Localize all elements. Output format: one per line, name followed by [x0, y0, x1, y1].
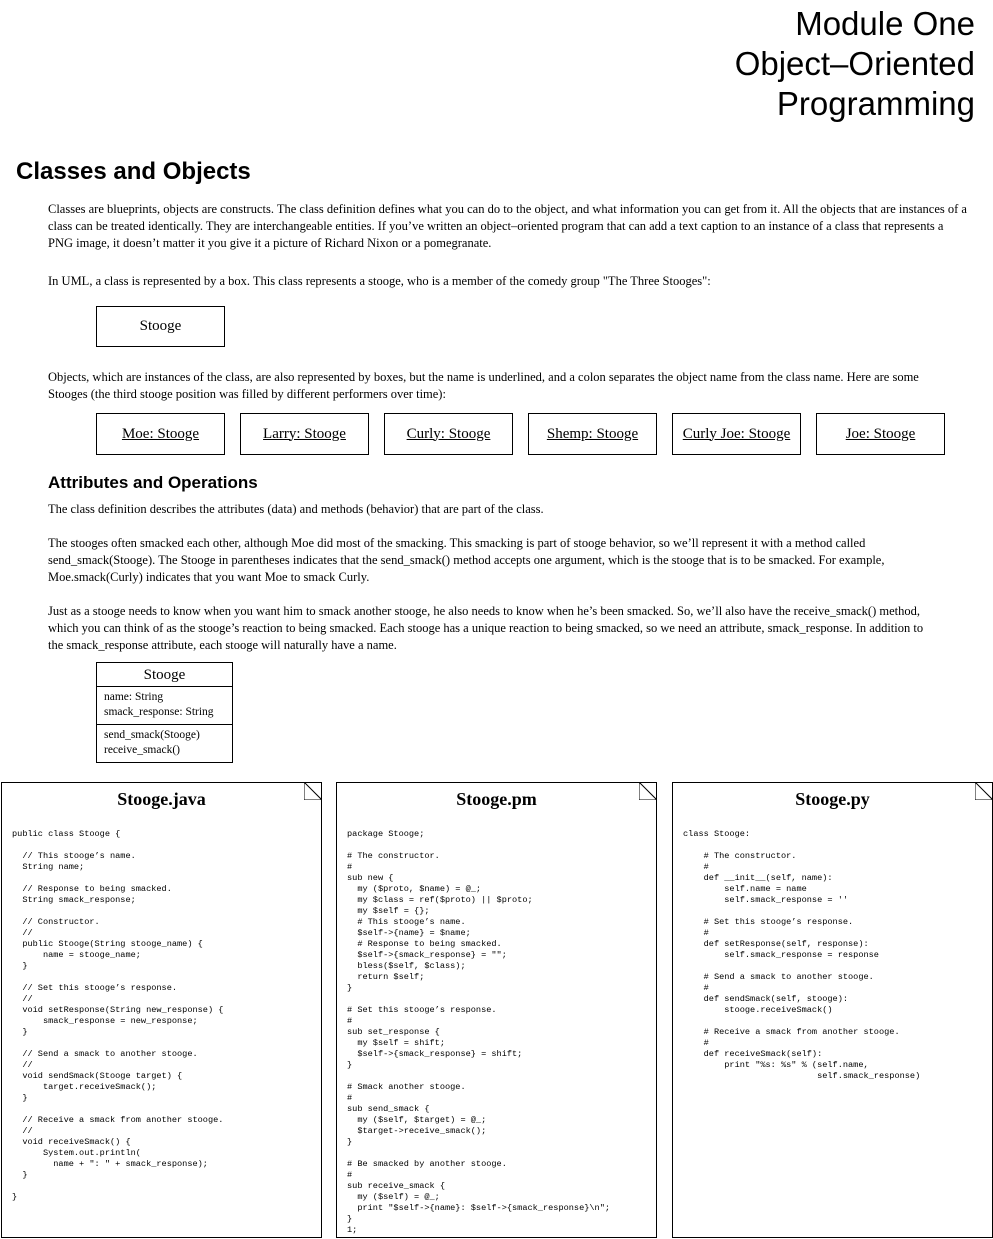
file-title: Stooge.pm [456, 789, 537, 809]
file-title: Stooge.py [795, 789, 870, 809]
code-file-java [1, 782, 322, 1238]
code-file-python [672, 782, 993, 1238]
object-label: Curly: Stooge [406, 425, 491, 442]
uml-class-box [96, 306, 225, 347]
object-label: Larry: Stooge [263, 425, 346, 442]
objects-paragraph: Objects, which are instances of the class, are also represented by boxes, but the name is underlined, and a colon separates the object name from the class name. Here are some Stooges (the third stooge position was filled by different performers over time): [48, 370, 919, 401]
section-heading-classes-objects: Classes and Objects [16, 158, 251, 185]
object-label: Joe: Stooge [845, 425, 916, 442]
object-box-larry [240, 413, 369, 455]
module-title: Module One Object–Oriented Programming [734, 5, 975, 122]
object-label: Moe: Stooge [121, 425, 200, 442]
receive-smack-paragraph: Just as a stooge needs to know when you want him to smack another stooge, he also needs to know when he’s been smacked. So, we’ll also have the receive_smack() method, which you can think of as the stooge’s reaction to being smacked. Each stooge has a unique reaction to being smacked, so we need an attribute, smack_response. In addition to the smack_response attribute, each stooge will naturally have a name. [48, 604, 924, 652]
class-name: Stooge [97, 663, 232, 687]
intro-paragraph: Classes are blueprints, objects are constructs. The class definition defines what you can do to the object, and what information you can get from it. All the objects that are instances of a class can be treated identically. They are interchangeable entities. If you’ve written an object–oriented program that can add a text caption to an instance of a class that represents a PNG image, it doesn’t matter it you give it a picture of Richard Nixon or a pomegranate. [48, 202, 967, 250]
section-heading-attributes-operations: Attributes and Operations [48, 473, 258, 492]
object-box-joe [816, 413, 945, 455]
uml-class-paragraph: In UML, a class is represented by a box. This class represents a stooge, who is a member of the comedy group "The Three Stooges": [48, 274, 711, 288]
smack-paragraph: The stooges often smacked each other, although Moe did most of the smacking. This smacking is part of stooge behavior, so we’ll represent it with a method called send_smack(Stooge). The Stooge in parentheses indicates that the send_smack() method accepts one argument, which is the stooge that is to be smacked. For example, Moe.smack(Curly) indicates that you want Moe to smack Curly. [48, 536, 885, 584]
folded-corner-icon [304, 782, 322, 800]
code-listing: class Stooge: # The constructor. # def __init__(self, name): self.name = name self.smack_response = '' # Set this stooge’s response. # def setResponse(self, response): self.smack_response = response # Send a smack to another stooge. # def sendSmack(self, stooge): stooge.receiveSmack() # Receive a smack from another stooge. # def receiveSmack(self): print "%s: %s" % (self.name, self.smack_response) [683, 829, 921, 1081]
code-file-perl [336, 782, 657, 1238]
object-box-curly [384, 413, 513, 455]
object-box-shemp [528, 413, 657, 455]
object-label: Shemp: Stooge [546, 425, 639, 442]
attributes-paragraph: The class definition describes the attributes (data) and methods (behavior) that are part of the class. [48, 502, 544, 516]
code-listing: public class Stooge { // This stooge’s name. String name; // Response to being smacked. String smack_response; // Constructor. // public Stooge(String stooge_name) { name = stooge_name; } // Set this stooge’s response. // void setResponse(String new_response) { smack_response = new_response; } // Send a smack to another stooge. // void sendSmack(Stooge target) { target.receiveSmack(); } // Receive a smack from another stooge. // void receiveSmack() { System.out.println( name + ": " + smack_response); } } [12, 829, 224, 1202]
object-box-moe [96, 413, 225, 455]
class-operations: send_smack(Stooge) receive_smack() [97, 724, 232, 762]
folded-corner-icon [639, 782, 657, 800]
folded-corner-icon [975, 782, 993, 800]
uml-class-label: Stooge [139, 318, 182, 334]
code-listing: package Stooge; # The constructor. # sub new { my ($proto, $name) = @_; my $class = ref($proto) || $proto; my $self = {}; # This stooge’s name. $self->{name} = $name; # Response to being smacked. $self->{smack_response} = ""; bless($self, $class); return $self; } # Set this stooge’s response. # sub set_response { my $self = shift; $self->{smack_response} = shift; } # Smack another stooge. # sub send_smack { my ($self, $target) = @_; $target->receive_smack(); } # Be smacked by another stooge. # sub receive_smack { my ($self) = @_; print "$self->{name}: $self->{smack_response}\n"; } 1; [347, 829, 611, 1235]
object-label: Curly Joe: Stooge [682, 425, 791, 442]
class-attributes: name: String smack_response: String [104, 691, 214, 718]
object-box-curly-joe [672, 413, 801, 455]
uml-class-diagram [96, 662, 233, 763]
file-title: Stooge.java [117, 789, 206, 809]
